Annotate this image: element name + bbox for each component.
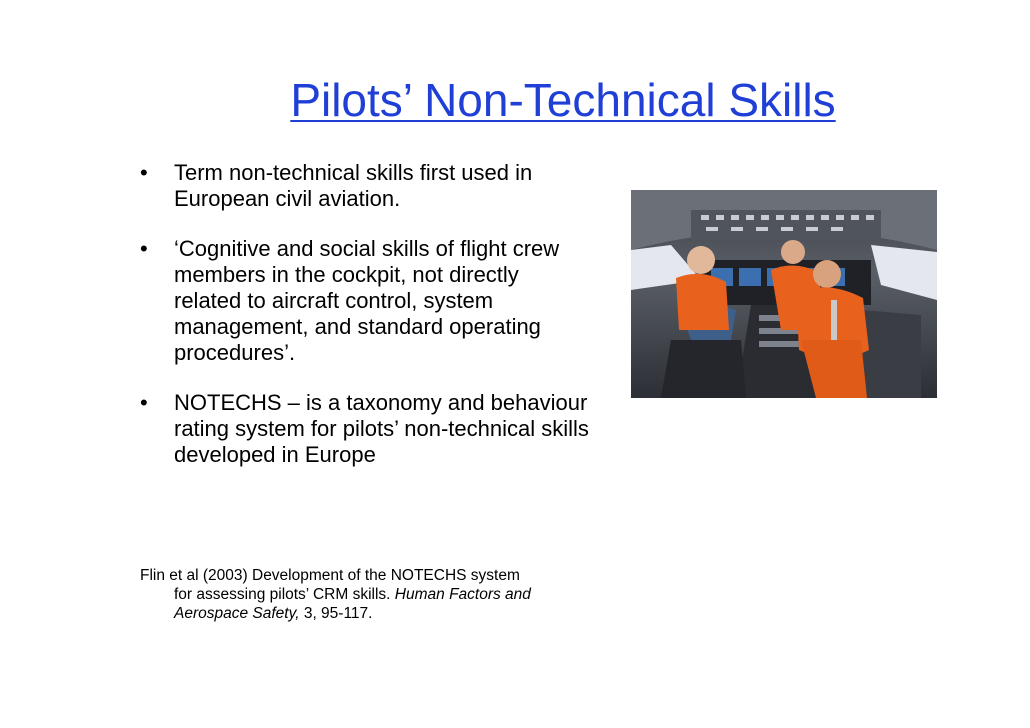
citation-line-3: Aerospace Safety, 3, 95-117. bbox=[174, 605, 373, 622]
bullet-item bbox=[140, 390, 590, 468]
bullet-item bbox=[140, 236, 590, 366]
cockpit-crew-photo bbox=[631, 190, 937, 398]
journal-name-cont: Aerospace Safety, bbox=[174, 605, 300, 622]
citation-line-2: for assessing pilots’ CRM skills. Human Factors and bbox=[174, 586, 531, 603]
journal-name: Human Factors and bbox=[394, 586, 531, 603]
cockpit-crew-illustration bbox=[631, 190, 937, 398]
citation-line-1: Flin et al (2003) Development of the NOTECHS system bbox=[140, 567, 520, 584]
bullet-marker: • bbox=[140, 236, 148, 261]
bullet-item bbox=[140, 160, 590, 212]
citation bbox=[140, 566, 580, 623]
bullet-text: Term non-technical skills first used in European civil aviation. bbox=[174, 160, 533, 211]
slide-title: Pilots’ Non-Technical Skills bbox=[290, 74, 836, 126]
bullet-text: NOTECHS – is a taxonomy and behaviour rating system for pilots’ non-technical skills developed in Europe bbox=[174, 390, 589, 467]
bullet-marker: • bbox=[140, 390, 148, 415]
bullet-list bbox=[140, 160, 590, 492]
bullet-text: ‘Cognitive and social skills of flight crew members in the cockpit, not directly related to aircraft control, system management, and standard operating procedures’. bbox=[174, 236, 560, 365]
bullet-marker: • bbox=[140, 160, 148, 185]
